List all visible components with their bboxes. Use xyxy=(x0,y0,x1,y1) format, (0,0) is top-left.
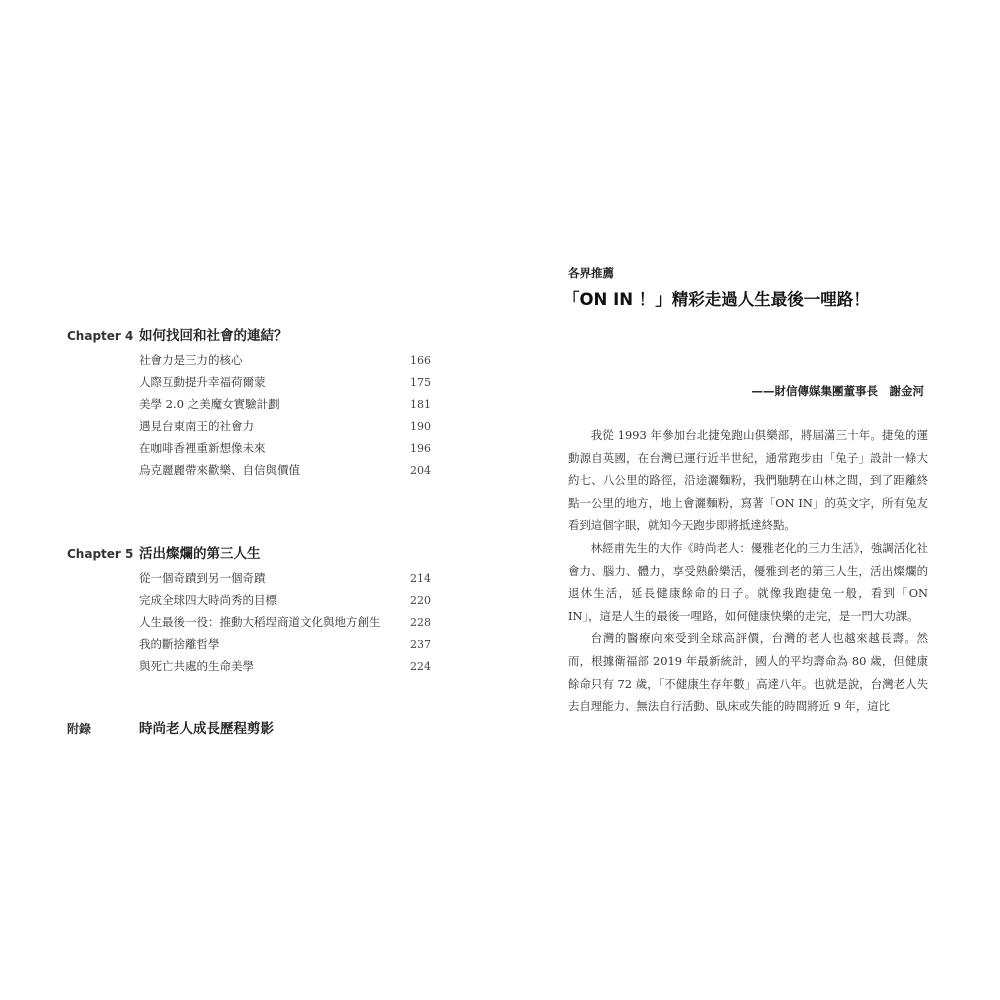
toc-entry xyxy=(139,636,431,658)
toc-entry xyxy=(139,592,431,614)
toc-entry xyxy=(139,440,431,462)
appendix-title: 時尚老人成長歷程剪影 xyxy=(139,721,274,737)
paragraph: 我從 1993 年參加台北捷兔跑山俱樂部，將屆滿三十年。捷兔的運動源自英國，在台灣已運行近半世紀，通常跑步由「兔子」設計一條大約七、八公里的路徑，沿途灑麵粉，我們馳騁在山林之間，到了距離終點一公里的地方，地上會灑麵粉，寫著「ON IN」的英文字，所有兔友看到這個字眼，就知今天跑步即將抵達終點。 xyxy=(568,428,928,533)
toc-list xyxy=(67,352,431,484)
toc-entry-page: 181 xyxy=(410,398,431,411)
chapter-heading xyxy=(67,717,431,739)
toc-entry-page: 196 xyxy=(410,442,431,455)
toc-entry xyxy=(139,374,431,396)
toc-entry xyxy=(139,418,431,440)
paragraph: 台灣的醫療向來受到全球高評價，台灣的老人也越來越長壽。然而，根據衛福部 2019 年最新統計，國人的平均壽命為 80 歲，但健康餘命只有 72 歲，「不健康生存年數」高達八年。也就是說，台灣老人失去自理能力、無法自行活動、臥床或失能的時間將近 9 年，這比 xyxy=(568,631,928,714)
toc-entry-title: 烏克麗麗帶來歡樂、自信與價值 xyxy=(139,463,300,477)
toc-entry-title: 美學 2.0 之美魔女實驗計劃 xyxy=(139,397,280,411)
toc-entry-page: 166 xyxy=(410,354,431,367)
page-title: 「ON IN ！」精彩走過人生最後一哩路！ xyxy=(563,290,870,309)
chapter-title: 如何找回和社會的連結？ xyxy=(139,328,288,344)
toc-entry-page: 220 xyxy=(410,594,431,607)
chapter-heading xyxy=(67,324,431,346)
toc-entry-title: 從一個奇蹟到另一個奇蹟 xyxy=(139,571,266,585)
section-label: 各界推薦 xyxy=(568,266,614,280)
chapter-label: Chapter 5 xyxy=(67,547,134,561)
toc-entry-page: 214 xyxy=(410,572,431,585)
paragraph: 林經甫先生的大作《時尚老人：優雅老化的三力生活》，強調活化社會力、腦力、體力，享受熟齡樂活，優雅到老的第三人生，活出燦爛的退休生活，延長健康餘命的日子。就像我跑捷兔一般，看到「ON IN」，這是人生的最後一哩路，如何健康快樂的走完，是一門大功課。 xyxy=(568,540,928,623)
toc-appendix xyxy=(67,717,431,739)
toc-entry-title: 在咖啡香裡重新想像未來 xyxy=(139,441,266,455)
toc-entry-title: 與死亡共處的生命美學 xyxy=(139,659,254,673)
chapter-label: Chapter 4 xyxy=(67,329,134,343)
toc-entry-title: 我的斷捨離哲學 xyxy=(139,637,220,651)
toc-entry xyxy=(139,614,431,636)
toc-list xyxy=(67,570,431,680)
toc-entry xyxy=(139,658,431,680)
toc-entry-page: 224 xyxy=(410,660,431,673)
toc-chapter-5 xyxy=(67,542,431,680)
toc-chapter-4 xyxy=(67,324,431,484)
toc-entry-page: 237 xyxy=(410,638,431,651)
toc-entry-page: 190 xyxy=(410,420,431,433)
toc-entry xyxy=(139,570,431,592)
toc-entry xyxy=(139,462,431,484)
toc-entry-page: 204 xyxy=(410,464,431,477)
toc-entry-page: 175 xyxy=(410,376,431,389)
toc-entry-title: 人生最後一役：推動大稻埕商道文化與地方創生 xyxy=(139,615,381,629)
chapter-heading xyxy=(67,542,431,564)
toc-entry-title: 遇見台東南王的社會力 xyxy=(139,419,254,433)
toc-entry-title: 人際互動提升幸福荷爾蒙 xyxy=(139,375,266,389)
appendix-label: 附錄 xyxy=(67,722,92,736)
toc-entry-page: 228 xyxy=(410,616,431,629)
recommendation-page xyxy=(500,0,1000,1000)
chapter-title: 活出燦爛的第三人生 xyxy=(139,546,261,562)
body-text xyxy=(568,424,928,718)
toc-entry-title: 完成全球四大時尚秀的目標 xyxy=(139,593,277,607)
toc-entry-title: 社會力是三力的核心 xyxy=(139,353,243,367)
toc-entry xyxy=(139,352,431,374)
author-byline: ——財信傳媒集團董事長 謝金河 xyxy=(751,384,924,398)
toc-entry xyxy=(139,396,431,418)
